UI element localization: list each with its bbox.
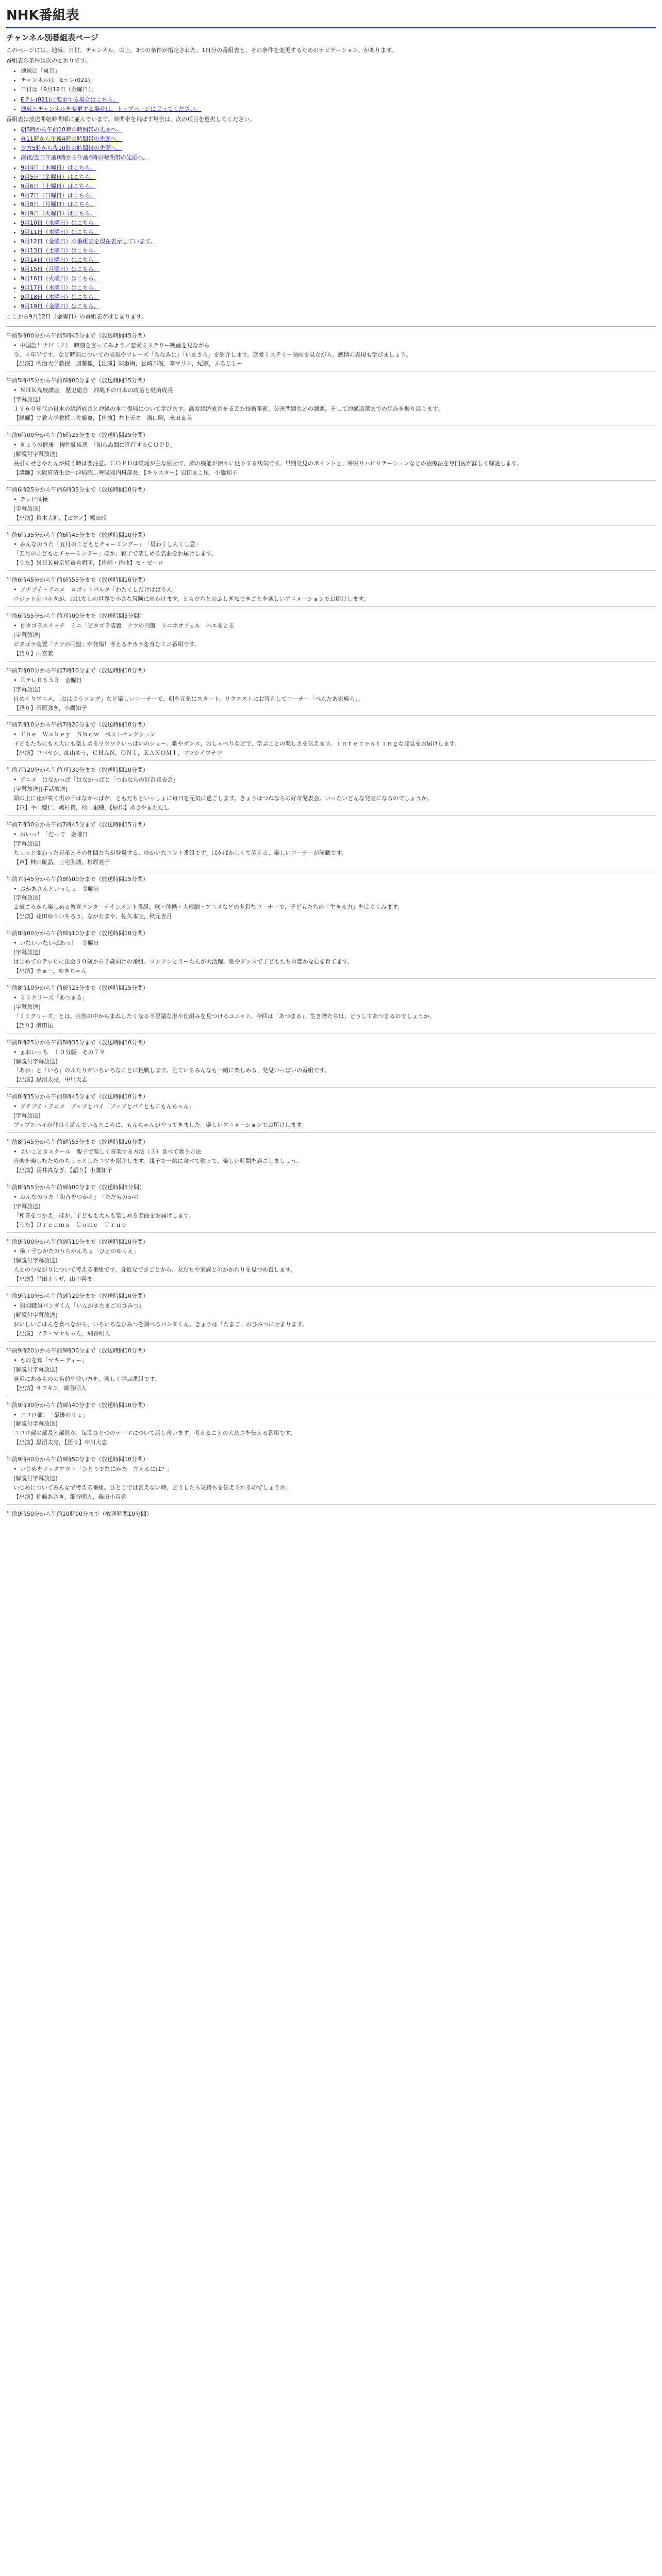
date-list-item (21, 256, 656, 264)
jump-morning-link[interactable]: 朝5時から午前10時の時間帯の先頭へ。 (21, 126, 122, 133)
program-title: • 服羽職員パンダくん「いんがきたまごのひみつ」 (13, 1302, 656, 1310)
program-description: おいしいごはんを食べながら、いろいろなひみつを調べるパンダくん。きょうは「たまご」のひみつにせまります。 (13, 1321, 308, 1328)
date-list-item (21, 173, 656, 181)
program-divider (6, 661, 656, 662)
program-title: • みんなのうた「五月のこどもとチャーミングー」 「星わくしんくし意」 (13, 540, 656, 549)
program-cast: 【出演】鈴木大輔，【ピアノ】幅田玲 (13, 514, 107, 521)
program-item (6, 721, 656, 761)
date-list-item (21, 265, 656, 274)
program-title: • ぁおいっち １０分版 その７９ (13, 1048, 656, 1057)
program-cast: 【出演】花田ゆういちろう，ながたまや，佐久本宝，秋元杏月 (13, 913, 172, 920)
program-title: • いないいないばあっ！ 金曜日 (13, 939, 656, 947)
date-link[interactable]: 9月18日（木曜日）はこちら。 (21, 293, 100, 300)
program-description: 身近にあるものの名前や使い方を、楽しく学ぶ番組です。 (13, 1375, 161, 1382)
program-item (6, 1292, 656, 1342)
program-title: • よいこときスクール 親子で楽しく音楽する方法（３）食べて歌う方法 (13, 1148, 656, 1156)
program-item (6, 766, 656, 816)
jump-evening-link[interactable]: 夕方5時から夜10時の時間帯の先頭へ。 (21, 144, 122, 151)
program-cast: 【出演】チョー，ゆきちゃん (13, 968, 87, 974)
date-link[interactable]: 9月17日（水曜日）はこちら。 (21, 284, 100, 291)
program-item (6, 531, 656, 571)
program-description: 「和音をつかえ」ほか、子どもも大人も楽しめる名曲をお届けします。 (13, 1212, 195, 1219)
program-list (6, 332, 656, 1505)
program-cast: 【出演】長井真なぎ，【語り】小鷹知子 (13, 1166, 113, 1174)
program-description: はじめてのテレビに出会う０歳から２歳向けの番組。ワンワンとうーたんが大活躍。歌やダンスで子どもたちの豊かな心を育てます。 (13, 958, 353, 965)
program-tags: [解説付字幕放送] (13, 1366, 58, 1373)
program-time: 午前8時10分から午前8時25分まで（放送時間15分間） (6, 984, 148, 991)
date-list-item (21, 293, 656, 301)
jump-midnight-link[interactable]: 深夜/翌日午前0時から午前4時の時間帯の先頭へ。 (21, 154, 149, 161)
program-description: 「五月のこどもとチャーミングー」ほか、親子で楽しめる名曲をお届けします。 (13, 550, 217, 557)
change-channel-link[interactable]: Eテレ(021)に変更する場合はこちら。 (21, 96, 119, 104)
program-title: • ＮＨＫ高校講座 歴史総合 沖縄下の日本の政治と経済成長 (13, 386, 656, 395)
intro-text: このページには、地域、日付、チャンネル、以上、3つの条件が指定された、1日分の番組表と、その条件を変更するためのナビゲーション、があります。 (6, 47, 398, 54)
program-divider (6, 715, 656, 716)
program-item (6, 612, 656, 662)
condition-channel: • チャンネルは「Eテレ(021)」 (21, 76, 656, 84)
program-time: 午前7時10分から午前7時20分まで（放送時間10分間） (6, 721, 148, 728)
program-time: 午前9時50分から午前10時00分まで（放送時間10分間） (6, 1510, 152, 1517)
program-title: • Ｔｈｅ Ｗａｋｅｙ Ｓｈｏｗ ペストセレクション (13, 731, 656, 739)
conditions-list (6, 67, 656, 94)
program-tags: [字幕放送] (13, 894, 41, 902)
program-description: 日めくりアニメ、「おはようソング」など楽しいコーナーで、朝を元気にスタート。リクエストにお答えしてコーナー「ぺんたあ家族ら」。 (13, 695, 363, 702)
date-link[interactable]: 9月10日（水曜日）はこちら。 (21, 219, 100, 227)
program-cast: 【出演】明治大学教授…加藤徹，【出演】陳淑梅，松崎邦俊，李マリン，紀宗，ふるじしー (13, 360, 243, 367)
program-description: 音楽を楽しむためのちょっとしたコツを紹介します。親子で一緒に食べて歌って、楽しい時間を過ごしましょう。 (13, 1157, 302, 1164)
divider (6, 326, 656, 327)
date-link[interactable]: 9月4日（木曜日）はこちら。 (21, 164, 96, 171)
program-time: 午前5時00分から午前5時45分まで（放送時間45分間） (6, 332, 148, 339)
program-tags: [字幕放送] (13, 396, 41, 403)
program-description: ２歳ごろから楽しめる教育エンターテインメント番組。歌・体操・人形劇・アニメなどの多彩なコーナーで、子どもたちの「生きる力」をはぐくみます。 (13, 904, 403, 911)
program-title: • アニメ はなかっぱ「はなかっぱと「つねならの好奇発表会」 (13, 776, 656, 784)
program-time: 午前8時25分から午前8時35分まで（放送時間10分間） (6, 1039, 148, 1046)
date-list-item (21, 200, 656, 209)
program-cast: 【出演】コバヤシ，高山ゆう，ＣＨＡＮ，ＯＮＩ，ＫＡＮＯＭＩ，マツシイワナツ (13, 750, 223, 757)
program-cast: 【語り】雨宮兼 (13, 650, 53, 657)
program-title: • ピタゴラスイッチ ミニ「ピタゴラ装置 ナツの円盤 リニホオフェル ハエをとる (13, 622, 656, 630)
program-tags: [字幕放送] (13, 505, 41, 512)
program-tags: [字幕放送][手話放送] (13, 786, 68, 793)
program-item (6, 821, 656, 870)
date-list-item (21, 228, 656, 236)
date-link[interactable]: 9月19日（金曜日）はこちら。 (21, 302, 100, 310)
date-list-item (21, 210, 656, 218)
program-tags: [解説付字幕放送] (13, 1420, 58, 1428)
program-divider (6, 815, 656, 816)
program-cast: 【うた】ＮＨＫ東京児童合唱団，【作詞・作曲】モ・ゼーロ (13, 560, 164, 567)
date-list-item (21, 192, 656, 200)
program-time: 午前9時40分から午前9時50分まで（放送時間10分間） (6, 1456, 148, 1463)
program-item (6, 1238, 656, 1287)
date-list-item (21, 238, 656, 246)
program-tags: [字幕放送] (13, 686, 41, 693)
program-cast: 【講師】大阪府済生会中津病院…呼吸器内科部長，【キャスター】岩田まこ里，小鷹知子 (13, 469, 238, 476)
program-description: ブップとパイが仲良く遊んでいるところに、もんちゃんがやってきました。楽しいアニメーションでお届けします。 (13, 1122, 307, 1129)
program-item (6, 1347, 656, 1396)
program-title: • いじめをノックアウト「ひとりでなにかた 立えるには？」 (13, 1465, 656, 1473)
date-list-item (21, 164, 656, 172)
jump-noon-link[interactable]: 昼11時から午後4時の時間帯の先頭へ。 (21, 135, 122, 142)
program-time: 午前5時45分から午前6時00分まで（放送時間15分間） (6, 377, 148, 384)
program-cast: 【出演】黒沼太亮，中川大志 (13, 1076, 87, 1083)
program-cast: 【うた】Ｄｒｅａｍｓ Ｃｏｍｅ Ｔｒｕｅ (13, 1221, 127, 1228)
program-time: 午前9時30分から午前9時40分まで（放送時間10分間） (6, 1401, 148, 1409)
date-list-item (21, 182, 656, 191)
program-time: 午前8時45分から午前8時55分まで（放送時間10分間） (6, 1139, 148, 1146)
program-divider (6, 1087, 656, 1088)
condition-date: • 日付は「9月12日（金曜日）」 (21, 86, 656, 94)
program-tags: [字幕放送] (13, 949, 41, 956)
date-link[interactable]: 9月13日（土曜日）はこちら。 (21, 247, 100, 255)
date-link[interactable]: 9月6日（土曜日）はこちら。 (21, 182, 96, 190)
program-title: • おかあさんといっしょ 金曜日 (13, 885, 656, 893)
program-title: • 中国語！ナビ（２） 時刻を言ってみよう／恋愛ミステリー映画を見ながら (13, 342, 656, 350)
program-tags: [解説付字幕放送] (13, 1475, 58, 1482)
program-description: ちょっと変わった兄弟とその仲間たちが登場する、ゆかいなコント番組です。ばかばかしくて笑える、楽しいコーナーが満載です。 (13, 849, 347, 856)
date-link[interactable]: 9月14日（日曜日）はこちら。 (21, 257, 100, 264)
program-item (6, 929, 656, 979)
program-description: ココロ部の部長と部員が、毎回ひとつのテーマについて話し合います。考えることの大切さを伝える番組です。 (13, 1430, 296, 1437)
program-time: 午前6時00分から午前6時25分まで（放送時間25分間） (6, 432, 148, 439)
program-time: 午前8時55分から午前9時00分まで（放送時間5分間） (6, 1183, 145, 1191)
program-time: 午前8時00分から午前8時10分まで（放送時間10分間） (6, 930, 148, 937)
program-item (6, 1138, 656, 1178)
program-title: • テレビ体操 (13, 496, 656, 504)
program-description: ピタゴラ装置「ナツの円盤」が登場！考えるチカラを育むミニ番組です。 (13, 640, 200, 648)
program-time: 午前6時45分から午前6時55分まで（放送時間10分間） (6, 577, 148, 584)
date-link[interactable]: 9月9日（火曜日）はこちら。 (21, 210, 96, 217)
program-description: 「あお」と「いろ」のふたりがいろいろなことに挑戦します。見ているみんなも一緒に楽しめる、発見いっぱいの番組です。 (13, 1067, 330, 1074)
program-item (6, 1039, 656, 1088)
list-start: ここから9月12日（金曜日）の番組表がはじまります。 (6, 313, 147, 320)
program-divider (6, 606, 656, 607)
program-tags: [字幕放送] (13, 1112, 41, 1120)
program-description: 今、４年半です。など時刻についての表現やフレーズ「ちなみに」「いまさら」を紹介します。恋愛ミステリー映画を見ながら、感情の表現も学びましょう。 (13, 351, 412, 358)
program-tags: [字幕放送] (13, 1202, 41, 1210)
program-item (6, 486, 656, 526)
date-list-item (21, 275, 656, 283)
program-item (6, 377, 656, 426)
condition-region: • 地域は「東京」 (21, 67, 656, 75)
date-list-item (21, 219, 656, 227)
program-description: 子どもたちにも大人にも楽しめるワクワクいっぱいのショー。歌やダンス、おしゃべりなどで、学ぶことの楽しさを伝えます。ｉｎｔｅｒｅｓｔｉｎｇな発見をお届けします。 (13, 740, 460, 748)
program-divider (6, 1504, 656, 1505)
program-description: 長引くせきやたんが続く時は要注意。ＣＯＰＤは喫煙が主な原因で、肺の機能が徐々に低下する病気です。早期発見のポイントと、呼吸リハビリテーションなどの治療法を専門医が詳しく解説します。 (13, 460, 523, 467)
program-time: 午前9時10分から午前9時20分まで（放送時間10分間） (6, 1293, 148, 1300)
program-tags: [解説付字幕放送] (13, 450, 58, 457)
program-cast: 【声】林田暁晶，三宅弘城，杉原亮子 (13, 858, 110, 866)
program-item (6, 431, 656, 481)
program-divider (6, 1132, 656, 1133)
program-description: 「ミミクリーズ」とは、自然の中からまねしたくなる不思議な形や仕組みを見つけるユニット。今回は「あつまる」。生き物たちは、どうしてあつまるのでしょうか。 (13, 1012, 435, 1020)
program-title: • みんなのうた「和音をつかえ」 「ただものかの (13, 1193, 656, 1201)
date-link[interactable]: 9月8日（月曜日）はこちら。 (21, 201, 96, 208)
program-time: 午前7時00分から午前7時10分まで（放送時間10分間） (6, 667, 148, 674)
date-link[interactable]: 9月7日（日曜日）はこちら。 (21, 192, 96, 199)
date-link[interactable]: 9月16日（火曜日）はこちら。 (21, 275, 100, 282)
program-item (6, 875, 656, 925)
date-link[interactable]: 9月11日（木曜日）はこちら。 (21, 229, 100, 236)
program-title: • ブチブチ・アニメ ロボットパルタ「わたくしだけはぱりん」 (13, 586, 656, 594)
program-item (6, 576, 656, 607)
time-jump-list (6, 126, 656, 162)
program-divider (6, 480, 656, 481)
program-item (6, 1455, 656, 1505)
date-link[interactable]: 9月12日（金曜日）の番組表を現在表示しています。 (21, 238, 156, 245)
program-item (6, 332, 656, 372)
conditions-lead: 番組表の条件は次のとおりです。 (6, 57, 91, 64)
program-time: 午前9時00分から午前9時10分まで（放送時間10分間） (6, 1238, 148, 1245)
program-item (6, 1401, 656, 1451)
program-item (6, 984, 656, 1033)
program-item (6, 1183, 656, 1233)
date-link[interactable]: 9月5日（金曜日）はこちら。 (21, 173, 96, 180)
program-cast: 【出演】フラ・マヤちゃん，細谷明人 (13, 1330, 110, 1337)
program-description: 人とのつながりについて考える番組です。身近なできごとから、友だちや家族とのかかわりを見つめ直します。 (13, 1266, 296, 1274)
program-cast: 【出演】平田オリザ，山中喜ま (13, 1276, 93, 1283)
date-list-item (21, 284, 656, 292)
program-divider (6, 1232, 656, 1233)
program-tags: [解説付字幕放送] (13, 1058, 58, 1065)
change-links (6, 96, 656, 113)
program-cast: 【出演】佐藤あさき，細谷明人，柴田小百合 (13, 1494, 127, 1500)
program-time: 午前7時45分から午前8時00分まで（放送時間15分間） (6, 875, 148, 883)
program-tags: [解説付字幕放送] (13, 1257, 58, 1264)
program-tags: [字幕放送] (13, 1003, 41, 1010)
page-title: NHK番組表 (6, 6, 656, 28)
program-divider (6, 760, 656, 761)
program-title: • おいっ！「だって 金曜日 (13, 831, 656, 839)
program-cast: 【出演】サフキン，細谷明人 (13, 1384, 87, 1392)
program-cast: 【声】平山慶仁，嶋村侑，杉山里穂，【原作】あきやまただし (13, 804, 170, 811)
date-list-item (21, 247, 656, 255)
program-title: • 節・子ひがたのうらがんちょ「ひとのゆくえ」 (13, 1247, 656, 1256)
time-lead: 番組表は放送開始時間順に並んでいます。時間帯を飛ばす場合は、次の項目を選択してください。 (6, 116, 256, 123)
date-link[interactable]: 9月15日（月曜日）はこちら。 (21, 266, 100, 273)
program-title: • きょうの健康 慢性肺疾患 「知らぬ間に進行するＣＯＰＤ」 (13, 441, 656, 449)
program-description: １９６０年代の日本の経済成長と沖縄の本土復帰について学びます。高度経済成長を支えた技術革新、公害問題などの課題、そして沖縄返還までの歩みを振り返ります。 (13, 405, 444, 413)
program-title: • ブチブチ・アニメ ブップとパイ「ブップとパイともにもんちゃん」 (13, 1103, 656, 1111)
program-tags: [字幕放送] (13, 631, 41, 638)
program-description: ロボットのパルタが、おはなしの世界で小さな冒険に出かけます。ともだちとのふしぎなできごとを楽しいアニメーションでお届けします。 (13, 596, 369, 603)
program-title: • Ｅテレ０６５５ 金曜日 (13, 676, 656, 685)
program-time: 午前6時25分から午前6時35分まで（放送時間10分間） (6, 486, 148, 493)
program-time: 午前8時35分から午前8時45分まで（放送時間10分間） (6, 1093, 148, 1100)
date-list-item (21, 302, 656, 311)
program-time: 午前9時20分から午前9時30分まで（放送時間10分間） (6, 1347, 148, 1354)
page-subtitle: チャンネル別番組表ページ (6, 32, 98, 42)
program-cast: 【語り】濱田岳 (13, 1022, 53, 1029)
back-to-top-link[interactable]: 地域とチャンネルを変更する場合は、トップページに戻ってください。 (21, 106, 202, 113)
program-cast: 【講師】立教大学教授…佐藤寛，【出演】井上天才 溝口剛，米田直美 (13, 415, 192, 422)
program-time: 午前7時30分から午前7時45分まで（放送時間15分間） (6, 821, 148, 828)
program-description: いじめについてみんなで考える番組。ひとりでは言えない時、どうしたら気持ちを伝えられるのでしょうか。 (13, 1484, 291, 1492)
program-item (6, 1093, 656, 1133)
program-divider (6, 1286, 656, 1287)
program-tags: [解説付字幕放送] (13, 1312, 58, 1319)
program-cast: 【出演】黒沼太亮，【語り】中川大志 (13, 1439, 107, 1446)
program-description: 頭の上に花が咲く男の子はなかっぱが、ともだちといっしょに毎日を元気に過ごします。きょうはつねならの好奇発表会。いったいどんな発表になるのでしょうか。 (13, 795, 433, 802)
program-divider (6, 1341, 656, 1342)
program-title: • ミミクリーズ「あつまる」 (13, 994, 656, 1002)
program-item (6, 667, 656, 716)
program-tags: [字幕放送] (13, 840, 41, 847)
program-time: 午前6時35分から午前6時45分まで（放送時間10分間） (6, 531, 148, 538)
program-time: 午前7時20分から午前7時30分まで（放送時間10分間） (6, 767, 148, 774)
program-time: 午前6時55分から午前7時00分まで（放送時間5分間） (6, 613, 145, 620)
program-divider (6, 978, 656, 979)
program-divider (6, 570, 656, 571)
program-cast: 【語り】石原弥き，小鷹知子 (13, 704, 87, 711)
program-title: • ものを知「マキーディー」 (13, 1357, 656, 1365)
date-list (6, 164, 656, 311)
program-title: • ココロ部！「最後のりょ」 (13, 1411, 656, 1419)
last-program (6, 1510, 656, 1518)
